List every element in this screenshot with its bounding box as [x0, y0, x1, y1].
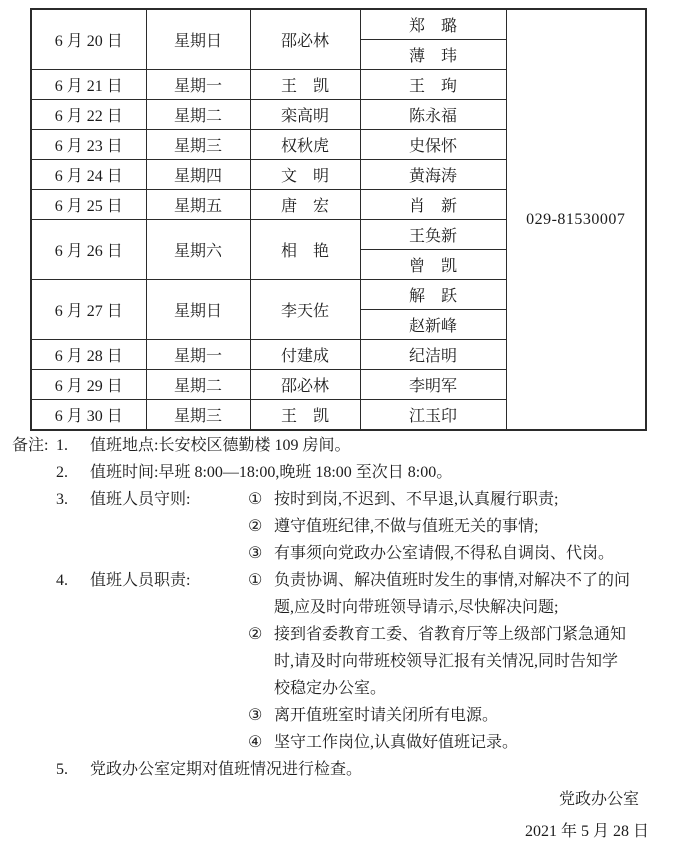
note-item-1 — [12, 432, 675, 459]
note-text: 值班地点:长安校区德勤楼 109 房间。 — [90, 437, 351, 454]
leader-cell: 相 艳 — [250, 220, 360, 280]
note-item-3 — [12, 486, 675, 567]
leader-cell: 文 明 — [250, 160, 360, 190]
weekday-cell: 星期二 — [146, 370, 250, 400]
date-cell: 6 月 24 日 — [31, 160, 146, 190]
date-cell: 6 月 22 日 — [31, 100, 146, 130]
note-sub-text: 遵守值班纪律,不做与值班无关的事情; — [274, 518, 539, 535]
weekday-cell: 星期日 — [146, 280, 250, 340]
note-text: 党政办公室定期对值班情况进行检查。 — [90, 761, 363, 778]
date-cell: 6 月 30 日 — [31, 400, 146, 431]
staff-cell: 江玉印 — [360, 400, 506, 431]
signature-block — [0, 784, 675, 848]
weekday-cell: 星期一 — [146, 70, 250, 100]
leader-cell: 王 凯 — [250, 70, 360, 100]
circled-number: ① — [248, 572, 263, 589]
staff-cell: 史保怀 — [360, 130, 506, 160]
date-cell: 6 月 21 日 — [31, 70, 146, 100]
circled-number: ③ — [248, 545, 263, 562]
note-sub-item — [248, 540, 675, 567]
note-title: 值班人员职责: — [90, 572, 191, 589]
note-number: 2. — [56, 464, 68, 481]
note-sub-text: 接到省委教育工委、省教育厅等上级部门紧急通知时,请及时向带班校领导汇报有关情况,同时告知学校稳定办公室。 — [274, 626, 627, 697]
date-cell: 6 月 26 日 — [31, 220, 146, 280]
leader-cell: 栾高明 — [250, 100, 360, 130]
weekday-cell: 星期五 — [146, 190, 250, 220]
weekday-cell: 星期六 — [146, 220, 250, 280]
note-sub-item — [248, 486, 675, 513]
notes-section — [0, 432, 675, 783]
note-item-2 — [12, 459, 675, 486]
weekday-cell: 星期三 — [146, 130, 250, 160]
duty-schedule-table — [30, 8, 647, 431]
weekday-cell: 星期二 — [146, 100, 250, 130]
note-text: 值班时间:早班 8:00—18:00,晚班 18:00 至次日 8:00。 — [90, 464, 453, 481]
note-sub-item — [248, 567, 675, 621]
leader-cell: 付建成 — [250, 340, 360, 370]
weekday-cell: 星期三 — [146, 400, 250, 431]
note-number: 3. — [56, 491, 68, 508]
note-item-5 — [12, 756, 675, 783]
staff-cell: 王奂新 — [360, 220, 506, 250]
notes-label: 备注: — [12, 437, 49, 454]
note-sub-item — [248, 702, 675, 729]
note-title: 值班人员守则: — [90, 491, 191, 508]
staff-cell: 王 珣 — [360, 70, 506, 100]
duty-schedule-table-wrap — [30, 8, 647, 431]
note-sub-item — [248, 621, 675, 702]
weekday-cell: 星期四 — [146, 160, 250, 190]
leader-cell: 唐 宏 — [250, 190, 360, 220]
note-number: 5. — [56, 761, 68, 778]
circled-number: ① — [248, 491, 263, 508]
staff-cell: 薄 玮 — [360, 40, 506, 70]
note-sub-text: 坚守工作岗位,认真做好值班记录。 — [274, 734, 519, 751]
staff-cell: 纪洁明 — [360, 340, 506, 370]
note-sub-text: 有事须向党政办公室请假,不得私自调岗、代岗。 — [274, 545, 615, 562]
signing-date: 2021 年 5 月 28 日 — [524, 823, 649, 840]
date-cell: 6 月 27 日 — [31, 280, 146, 340]
staff-cell: 李明军 — [360, 370, 506, 400]
note-sub-item — [248, 513, 675, 540]
table-row — [31, 9, 646, 40]
leader-cell: 李天佐 — [250, 280, 360, 340]
date-cell: 6 月 23 日 — [31, 130, 146, 160]
circled-number: ② — [248, 518, 263, 535]
circled-number: ③ — [248, 707, 263, 724]
note-item-4 — [12, 567, 675, 756]
note-sub-list — [248, 486, 675, 567]
circled-number: ④ — [248, 734, 263, 751]
leader-cell: 邵必林 — [250, 9, 360, 70]
staff-cell: 肖 新 — [360, 190, 506, 220]
staff-cell: 黄海涛 — [360, 160, 506, 190]
staff-cell: 解 跃 — [360, 280, 506, 310]
note-sub-text: 按时到岗,不迟到、不早退,认真履行职责; — [274, 491, 559, 508]
circled-number: ② — [248, 626, 263, 643]
leader-cell: 邵必林 — [250, 370, 360, 400]
date-cell: 6 月 29 日 — [31, 370, 146, 400]
date-cell: 6 月 20 日 — [31, 9, 146, 70]
weekday-cell: 星期一 — [146, 340, 250, 370]
staff-cell: 陈永福 — [360, 100, 506, 130]
note-number: 1. — [56, 437, 68, 454]
staff-cell: 曾 凯 — [360, 250, 506, 280]
weekday-cell: 星期日 — [146, 9, 250, 70]
leader-cell: 王 凯 — [250, 400, 360, 431]
date-cell: 6 月 28 日 — [31, 340, 146, 370]
phone-cell: 029-81530007 — [506, 9, 646, 430]
note-sub-text: 负责协调、解决值班时发生的事情,对解决不了的问题,应及时向带班领导请示,尽快解决问题; — [274, 572, 631, 616]
note-sub-list — [248, 567, 675, 756]
signing-office: 党政办公室 — [558, 791, 639, 808]
note-sub-text: 离开值班室时请关闭所有电源。 — [274, 707, 499, 724]
note-number: 4. — [56, 572, 68, 589]
note-sub-item — [248, 729, 675, 756]
staff-cell: 赵新峰 — [360, 310, 506, 340]
date-cell: 6 月 25 日 — [31, 190, 146, 220]
staff-cell: 郑 璐 — [360, 9, 506, 40]
leader-cell: 权秋虎 — [250, 130, 360, 160]
